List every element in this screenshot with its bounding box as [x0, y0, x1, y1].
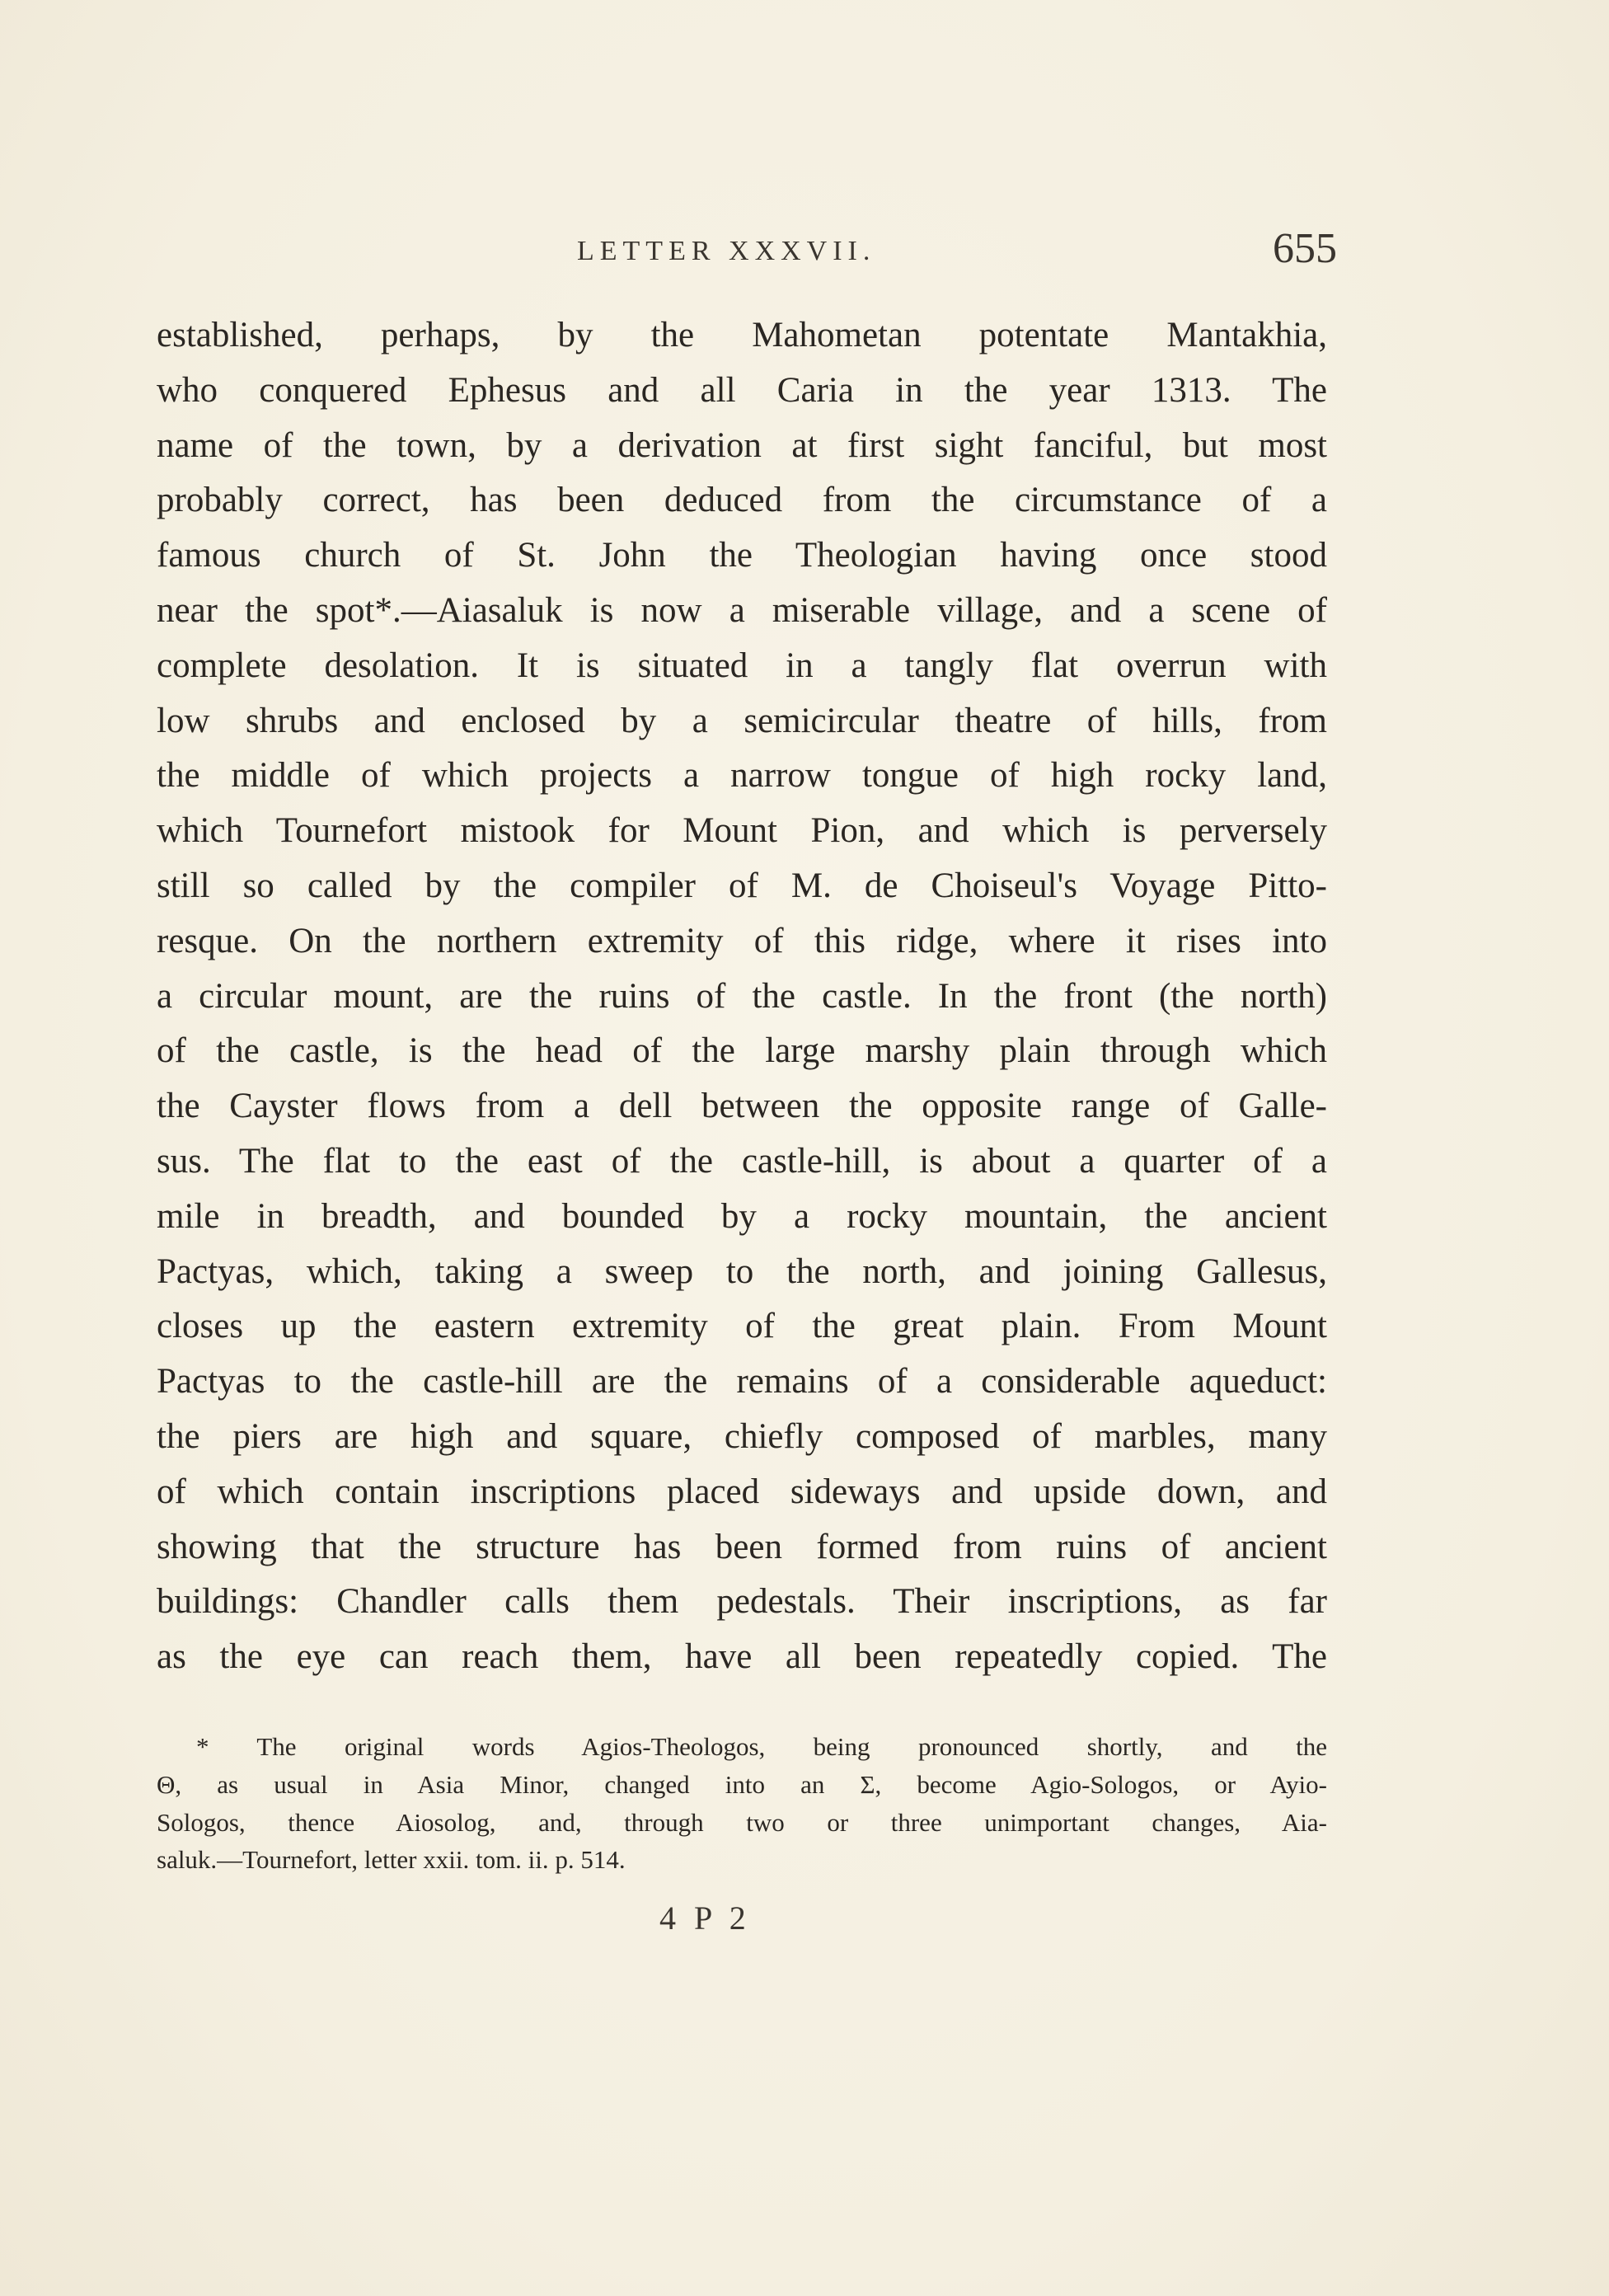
text-line: the Cayster flows from a dell between the opposite range of Galle- — [157, 1087, 1327, 1126]
running-head: LETTER XXXVII. — [577, 236, 876, 266]
footnote-line: * The original words Agios-Theologos, being pronounced shortly, and the — [196, 1732, 1327, 1761]
text-line: near the spot*.—Aiasaluk is now a miserable village, and a scene of — [157, 590, 1327, 630]
text-line: closes up the eastern extremity of the great plain. From Mount — [157, 1307, 1327, 1346]
text-line: as the eye can reach them, have all been repeatedly copied. The — [157, 1637, 1327, 1677]
text-line: probably correct, has been deduced from the circumstance of a — [157, 481, 1327, 520]
footnote-line: Θ, as usual in Asia Minor, changed into an Σ, become Agio-Sologos, or Ayio- — [157, 1769, 1327, 1799]
text-line: famous church of St. John the Theologian having once stood — [157, 536, 1327, 575]
text-line: Pactyas, which, taking a sweep to the north, and joining Gallesus, — [157, 1251, 1327, 1291]
text-line: of which contain inscriptions placed sideways and upside down, and — [157, 1472, 1327, 1511]
body-text — [157, 308, 1327, 1685]
text-line: showing that the structure has been formed from ruins of ancient — [157, 1527, 1327, 1566]
text-line: complete desolation. It is situated in a tangly flat overrun with — [157, 646, 1327, 685]
footnote-line: Sologos, thence Aiosolog, and, through two or three unimportant changes, Aia- — [157, 1807, 1327, 1837]
footnote — [157, 1728, 1327, 1879]
text-line: still so called by the compiler of M. de Choiseul's Voyage Pitto- — [157, 866, 1327, 905]
text-line: established, perhaps, by the Mahometan potentate Mantakhia, — [157, 316, 1327, 354]
text-line: buildings: Chandler calls them pedestals. Their inscriptions, as far — [157, 1582, 1327, 1622]
text-line: sus. The flat to the east of the castle-hill, is about a quarter of a — [157, 1141, 1327, 1181]
text-line: the middle of which projects a narrow tongue of high rocky land, — [157, 756, 1327, 796]
text-line: a circular mount, are the ruins of the castle. In the front (the north) — [157, 976, 1327, 1016]
text-line: resque. On the northern extremity of this ridge, where it rises into — [157, 921, 1327, 960]
text-line: of the castle, is the head of the large marshy plain through which — [157, 1031, 1327, 1071]
text-line: Pactyas to the castle-hill are the remains of a considerable aqueduct: — [157, 1362, 1327, 1402]
page-header — [577, 224, 1337, 290]
text-line: name of the town, by a derivation at first sight fanciful, but most — [157, 425, 1327, 465]
text-line: who conquered Ephesus and all Caria in the year 1313. The — [157, 370, 1327, 410]
signature-mark: 4 P 2 — [659, 1899, 751, 1937]
page-number: 655 — [1273, 225, 1337, 272]
footnote-line: saluk.—Tournefort, letter xxii. tom. ii. p. 514. — [157, 1845, 626, 1875]
text-line: mile in breadth, and bounded by a rocky mountain, the ancient — [157, 1196, 1327, 1236]
text-line: which Tournefort mistook for Mount Pion, and which is perversely — [157, 811, 1327, 851]
text-line: the piers are high and square, chiefly composed of marbles, many — [157, 1416, 1327, 1456]
text-line: low shrubs and enclosed by a semicircular theatre of hills, from — [157, 701, 1327, 740]
